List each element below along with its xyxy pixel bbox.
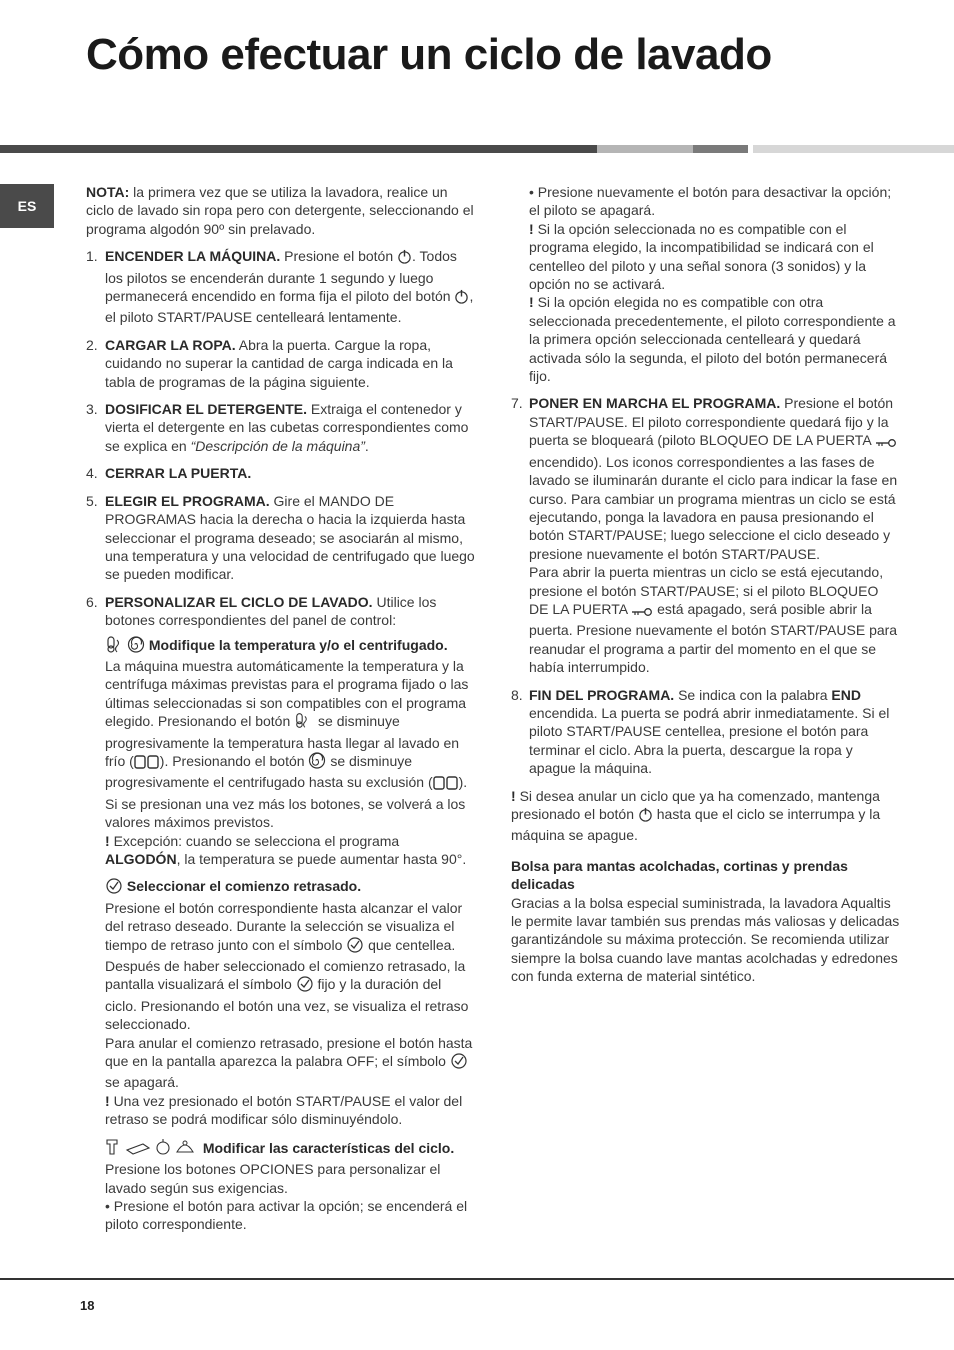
end-word: END — [831, 686, 861, 703]
step-4 — [86, 464, 476, 482]
step-5 — [86, 492, 476, 584]
note-label: NOTA: — [86, 184, 130, 200]
temperature-text — [105, 657, 476, 832]
option-warning — [529, 293, 901, 385]
warning-mark: ! — [105, 1092, 114, 1109]
bag-heading-text: Bolsa para mantas acolchadas, cortinas y prendas delicadas — [511, 857, 848, 893]
step-number: 5. — [86, 492, 98, 509]
text-run: Si la opción elegida no es compatible con otra seleccionada precedentemente, el piloto correspondiente a la primera opción seleccionada centelleará y quedará activada sólo la segunda, el piloto del botón permanecerá fijo. — [529, 294, 896, 385]
door-lock-key-icon — [875, 434, 897, 452]
page-number: 18 — [80, 1298, 95, 1313]
thermometer-icon — [294, 712, 314, 733]
footer-rule — [0, 1278, 954, 1280]
temperature-spin-section — [86, 636, 476, 869]
cancel-cycle-note — [511, 787, 901, 845]
text-run: La máquina muestra automáticamente la temperatura y la centrífuga máximas previstas para el programa fijado o las últimas seleccionadas si son compatibles con el programa elegido. Presionando el botón — [105, 657, 469, 730]
reference-italic: “Descripción de la máquina” — [190, 437, 365, 454]
text-run: hasta que el ciclo se interrumpa y la máquina se apague. — [511, 806, 881, 844]
thermometer-icon — [105, 636, 127, 657]
delay-cancel-text — [105, 1034, 476, 1092]
options-continued — [511, 183, 901, 385]
note-text: la primera vez que se utiliza la lavadora, realice un ciclo de lavado sin ropa pero con detergente, seleccionando el programa algodón 90º sin prelavado. — [86, 184, 474, 237]
step-heading: PONER EN MARCHA EL PROGRAMA. — [529, 395, 781, 412]
delay-text — [105, 899, 476, 1034]
text-run: se disminuye progresivamente la temperatura hasta llegar al lavado en frío ( — [105, 713, 460, 769]
step-6 — [86, 593, 476, 630]
text-run: , la temperatura se puede aumentar hasta 90°. — [176, 851, 467, 867]
spin-icon — [127, 636, 145, 657]
text-run: encendida. La puerta se podrá abrir inmediatamente. Si el piloto START/PAUSE centellea, presione el botón para terminar el ciclo. Abra la puerta, descargue la ropa y apague la máquina. — [529, 704, 890, 777]
section-heading — [105, 1138, 476, 1160]
step-8 — [511, 686, 901, 778]
header-bar-light — [753, 145, 954, 153]
text-run: Presione el botón correspondiente hasta alcanzar el valor del retraso deseado. Durante la selección se visualiza el tiempo de retraso junto con el símbolo — [105, 899, 463, 953]
options-bullet: • Presione nuevamente el botón para desactivar la opción; el piloto se apagará. — [529, 184, 892, 219]
text-run: está apagado, será posible abrir la puerta. Presione nuevamente el botón START/PAUSE para reanudar el programa a partir del momento en el que se había interrumpido. — [529, 600, 898, 676]
text-run: Si la opción seleccionada no es compatible con el programa elegido, la incompatibilidad se indicará con el centelleo del piloto y una señal sonora (3 sonidos) y la opción no se activará. — [529, 220, 874, 293]
step-heading: DOSIFICAR EL DETERGENTE. — [105, 401, 307, 418]
text-run: ). Presionando el botón — [159, 752, 309, 769]
bag-heading — [511, 857, 901, 894]
exception-note — [105, 832, 476, 869]
option-warning — [529, 220, 901, 294]
options-section — [86, 1138, 476, 1234]
step-heading: ELEGIR EL PROGRAMA. — [105, 492, 270, 509]
text-run: ). Si se presionan una vez más los botones, se volverá a los valores máximos previstos. — [105, 774, 468, 831]
text-run: Para abrir la puerta mientras un ciclo se está ejecutando, presione el botón START/PAUSE; si el piloto BLOQUEO DE LA PUERTA — [529, 564, 884, 617]
step-heading: ENCENDER LA MÁQUINA. — [105, 248, 281, 265]
text-run: Para anular el comienzo retrasado, presione el botón hasta que en la pantalla aparezca la palabra OFF; el símbolo — [105, 1034, 473, 1070]
step-text: Abra la puerta. Cargue la ropa, cuidando no superar la cantidad de carga indicada en la tabla de programas de la página siguiente. — [105, 336, 453, 390]
language-tab: ES — [0, 184, 54, 228]
delay-timer-icon — [296, 975, 314, 996]
step-number: 3. — [86, 401, 98, 418]
step-2 — [86, 336, 476, 391]
power-icon — [454, 289, 469, 308]
step-number: 4. — [86, 465, 98, 482]
step-number: 8. — [511, 686, 523, 703]
step-1 — [86, 247, 476, 327]
warning-mark: ! — [529, 220, 538, 237]
spin-icon — [308, 752, 326, 773]
delay-warning — [105, 1092, 476, 1129]
text-run: Una vez presionado el botón START/PAUSE el valor del retraso se podrá modificar sólo disminuyéndolo. — [105, 1092, 463, 1128]
step-number: 7. — [511, 395, 523, 412]
door-lock-key-icon — [631, 603, 653, 621]
warning-mark: ! — [511, 787, 520, 804]
note-paragraph — [86, 183, 476, 238]
text-run: Presione el botón START/PAUSE. El piloto correspondiente quedará fijo y la puerta se bloqueará (piloto BLOQUEO DE LA PUERTA — [529, 395, 894, 449]
step-heading: CERRAR LA PUERTA. — [105, 465, 252, 482]
delay-heading: Seleccionar el comienzo retrasado. — [126, 878, 362, 895]
header-bar-dark-2 — [693, 145, 748, 153]
step-text: Gire el MANDO DE PROGRAMAS hacia la derecha o hacia la izquierda hasta seleccionar el programa deseado; se asociarán al mismo, una temperatura y una velocidad de centrifugado que luego se pueden modificar. — [105, 492, 475, 583]
step-text: , el piloto START/PAUSE centelleará lentamente. — [105, 288, 474, 326]
warning-mark: ! — [529, 294, 538, 311]
page-title: Cómo efectuar un ciclo de lavado — [86, 30, 772, 79]
step-number: 1. — [86, 248, 98, 265]
options-heading: Modificar las características del ciclo. — [202, 1139, 455, 1156]
text-run: que centellea. Después de haber seleccionado el comienzo retrasado, la pantalla visualizará el símbolo — [105, 936, 466, 993]
text-run: encendido). Los iconos correspondientes a las fases de lavado se iluminarán durante el ciclo para indicar la fase en curso. Para cambiar un programa mientras un ciclo se está ejecutando, ponga la lavadora en pausa presionando el botón START/PAUSE; luego seleccione el ciclo deseado y presione nuevamente el botón START/PAUSE. — [529, 453, 898, 562]
header-bar-mid — [597, 145, 693, 153]
header-bar-dark — [0, 145, 597, 153]
step-text: Extraiga el contenedor y vierta el detergente en las cubetas correspondientes como se explica en — [105, 401, 469, 454]
no-spin-icon — [433, 776, 459, 794]
delay-timer-icon — [450, 1052, 468, 1073]
step-text: . — [364, 437, 369, 454]
text-run: Se indica con la palabra — [674, 686, 832, 703]
step-text: Utilice los botones correspondientes del panel de control: — [105, 593, 437, 629]
step-heading: CARGAR LA ROPA. — [105, 336, 236, 353]
step-heading: PERSONALIZAR EL CICLO DE LAVADO. — [105, 593, 373, 610]
text-run: Si desea anular un ciclo que ya ha comenzado, mantenga presionado el botón — [511, 787, 880, 822]
step-3 — [86, 400, 476, 455]
step-text: Presione el botón — [280, 248, 398, 265]
delay-timer-icon — [105, 877, 123, 898]
power-icon — [397, 249, 412, 268]
delay-start-section — [86, 877, 476, 1128]
section-heading — [105, 877, 476, 898]
program-name: ALGODÓN — [105, 851, 177, 867]
text-run: se apagará. — [105, 1074, 179, 1091]
options-text: Presione los botones OPCIONES para personalizar el lavado según sus exigencias. — [105, 1161, 441, 1196]
bag-text: Gracias a la bolsa especial suministrada, la lavadora Aqualtis le permite lavar también sus prendas más valiosas y delicadas garantizándole su máxima protección. Se recomienda utilizar siempre la bolsa cuando lave mantas acolchadas y edredones con funda externa de material sintético. — [511, 894, 900, 985]
delay-timer-icon — [346, 936, 364, 957]
temperature-heading: Modifique la temperatura y/o el centrifugado. — [148, 636, 448, 653]
power-icon — [638, 807, 653, 826]
left-column — [86, 183, 476, 1234]
step-7 — [511, 394, 901, 676]
text-run: Excepción: cuando se selecciona el programa — [113, 832, 400, 849]
step-number: 6. — [86, 593, 98, 610]
step-text: . Todos los pilotos se encenderán durante 1 segundo y luego permanecerá encendido en forma fija el piloto del botón — [105, 248, 457, 305]
step-number: 2. — [86, 336, 98, 353]
warning-mark: ! — [105, 832, 114, 849]
section-heading — [105, 636, 476, 657]
step-heading: FIN DEL PROGRAMA. — [529, 686, 675, 703]
text-run: fijo y la duración del ciclo. Presionando el botón una vez, se visualiza el retraso seleccionado. — [105, 976, 469, 1033]
options-bullet: • Presione el botón para activar la opción; se encenderá el piloto correspondiente. — [105, 1197, 468, 1233]
options-icons — [105, 1138, 199, 1160]
text-run: se disminuye progresivamente el centrifugado hasta su exclusión ( — [105, 752, 433, 791]
right-column — [511, 183, 901, 986]
cold-wash-icon — [134, 755, 160, 773]
